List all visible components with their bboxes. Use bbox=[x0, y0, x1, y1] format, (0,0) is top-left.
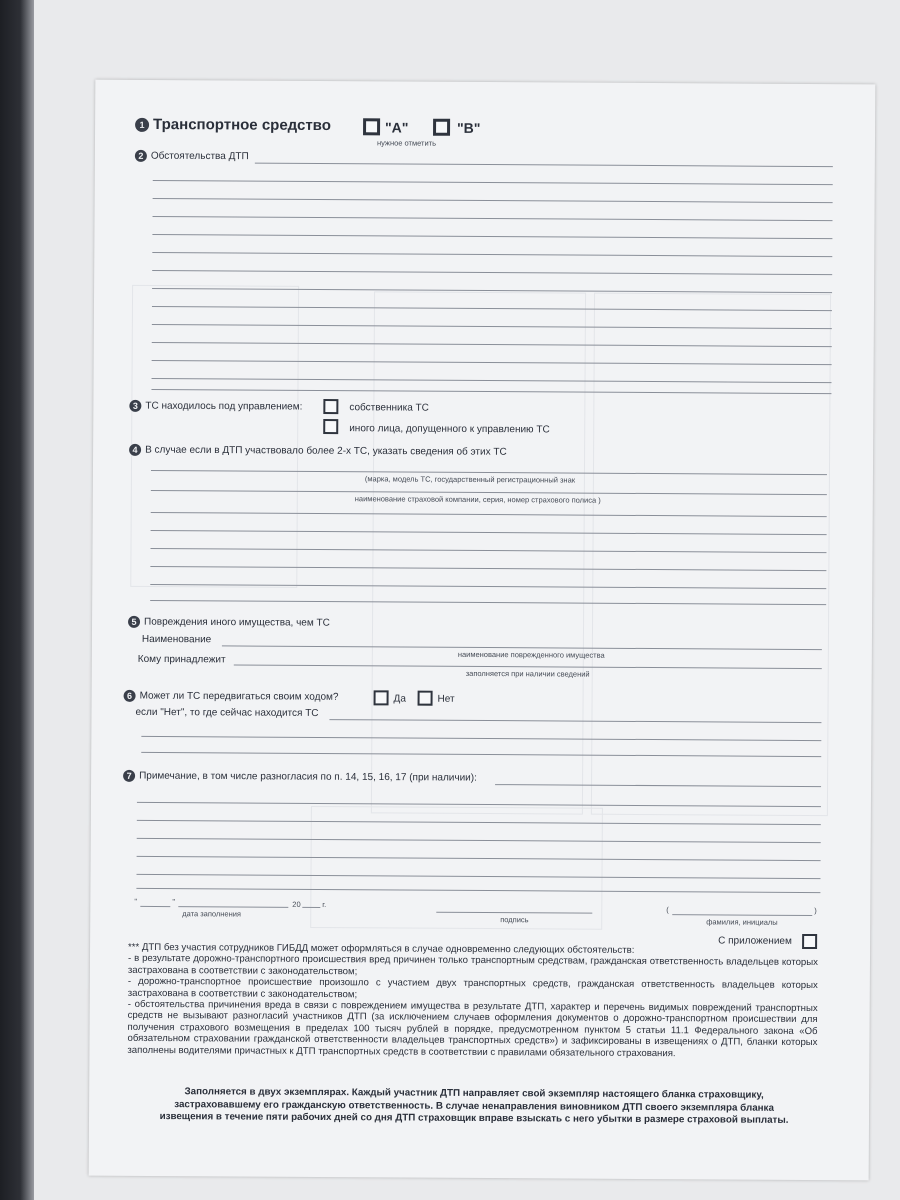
section-4-heading bbox=[129, 444, 507, 458]
date-year-field[interactable] bbox=[302, 907, 320, 908]
name-close-paren: ) bbox=[814, 906, 817, 916]
footnote-block bbox=[127, 942, 818, 1060]
signature-caption: подпись bbox=[500, 915, 529, 925]
section-2-title: Обстоятельства ДТП bbox=[150, 150, 249, 163]
bleed-through-shape bbox=[371, 291, 586, 814]
name-open-paren: ( bbox=[666, 905, 669, 915]
section-6-heading bbox=[124, 690, 339, 703]
circumstances-line[interactable] bbox=[153, 216, 833, 221]
section-7-heading bbox=[123, 770, 477, 784]
section-number: 7 bbox=[123, 770, 135, 782]
date-month-field[interactable] bbox=[178, 906, 288, 908]
date-close-quote: " bbox=[172, 897, 176, 907]
background-shadow bbox=[0, 0, 34, 1200]
can-drive-no-checkbox[interactable] bbox=[418, 691, 433, 706]
section-3-title: ТС находилось под управлением: bbox=[145, 400, 303, 413]
property-name-caption: наименование поврежденного имущества bbox=[457, 649, 605, 660]
year-prefix: 20 bbox=[292, 899, 301, 909]
circumstances-line[interactable] bbox=[153, 198, 833, 203]
name-caption: фамилия, инициалы bbox=[706, 917, 778, 927]
vehicle-a-label: "А" bbox=[385, 119, 409, 136]
section-7-title: Примечание, в том числе разногласия по п. 14, 15, 16, 17 (при наличии): bbox=[139, 770, 477, 784]
circumstances-line[interactable] bbox=[153, 180, 833, 185]
section-5-heading bbox=[128, 616, 330, 629]
year-suffix: г. bbox=[322, 900, 327, 910]
section-6-title: Может ли ТС передвигаться своим ходом? bbox=[139, 690, 339, 703]
insurer-caption: наименование страховой компании, серия, номер страхового полиса ) bbox=[354, 494, 601, 505]
footnote-item: - дорожно-транспортное происшествие произошло с участием двух транспортных средств, гражданская ответственность владельцев которых застрахована в соответствии с законодательством; bbox=[127, 976, 818, 1000]
section-1-heading bbox=[135, 116, 331, 134]
footnote-intro: *** ДТП без участия сотрудников ГИБДД может оформляться в случае одновременно следующих обстоятельств: bbox=[128, 941, 635, 956]
section-number: 1 bbox=[135, 118, 149, 132]
vehicle-b-checkbox[interactable] bbox=[433, 119, 450, 136]
section-2-heading bbox=[135, 150, 249, 163]
vehicle-location-label: если "Нет", то где сейчас находится ТС bbox=[135, 706, 319, 720]
property-name-label: Наименование bbox=[141, 633, 212, 646]
circumstances-line-1[interactable] bbox=[255, 163, 833, 168]
footnote-item: - обстоятельства причинения вреда в связи с повреждением имущества в результате ДТП, характер и перечень видимых повреждений транспортных средств не вызывают разногласий участников ДТП (за исключением случаев оформления документов о дорожно-транспортном происшествии для получения страхового возмещения в пределах 100 тысяч рублей в порядке, предусмотренном пунктом 5 статьи 11.1 Федерального закона «Об обязательном страховании гражданской ответственности владельцев транспортных средств») и зафиксированы в извещениях о ДТП, бланки которых заполнены водителями причастных к ДТП транспортных средств в соответствии с правилами обязательного страхования. bbox=[127, 998, 818, 1059]
can-drive-yes-label: Да bbox=[393, 693, 406, 705]
insurance-form-page bbox=[89, 80, 876, 1181]
owner-checkbox[interactable] bbox=[323, 399, 338, 414]
vehicle-caption: (марка, модель ТС, государственный регистрационный знак bbox=[364, 474, 576, 485]
circumstances-line[interactable] bbox=[152, 270, 832, 275]
section-5-title: Повреждения иного имущества, чем ТС bbox=[144, 616, 330, 629]
vehicle-a-checkbox[interactable] bbox=[363, 118, 380, 135]
section-number: 5 bbox=[128, 616, 140, 628]
property-owner-caption: заполняется при наличии сведений bbox=[465, 668, 590, 679]
section-3-heading bbox=[129, 400, 302, 413]
date-day-field[interactable] bbox=[140, 906, 170, 907]
property-owner-label: Кому принадлежит bbox=[137, 653, 226, 666]
final-instructions: Заполняется в двух экземплярах. Каждый участник ДТП направляет свой экземпляр настоящего бланка страховщику, застраховавшему его гражданскую ответственность. В случае ненаправления виновником ДТП своего экземпляра бланка извещения в течение пяти рабочих дней со дня ДТП страховщик вправе взыскать с него убытки в размере страховой выплаты. bbox=[159, 1086, 789, 1126]
date-caption: дата заполнения bbox=[182, 909, 242, 919]
attachment-label: С приложением bbox=[718, 935, 792, 947]
section-number: 3 bbox=[129, 400, 141, 412]
can-drive-yes-checkbox[interactable] bbox=[374, 690, 389, 705]
owner-label: собственника ТС bbox=[349, 402, 429, 414]
other-driver-label: иного лица, допущенного к управлению ТС bbox=[349, 423, 550, 436]
circumstances-line[interactable] bbox=[152, 234, 832, 239]
name-field[interactable] bbox=[672, 914, 812, 916]
circumstances-line[interactable] bbox=[152, 252, 832, 257]
vehicle-b-label: "В" bbox=[457, 119, 481, 136]
section-4-title: В случае если в ДТП участвовало более 2-х ТС, указать сведения об этих ТС bbox=[145, 444, 507, 458]
section-1-title: Транспортное средство bbox=[153, 115, 331, 135]
bleed-through-shape bbox=[591, 293, 831, 816]
can-drive-no-label: Нет bbox=[437, 693, 455, 705]
date-open-quote: " bbox=[134, 896, 138, 906]
mark-needed-hint: нужное отметить bbox=[376, 138, 437, 148]
section-number: 2 bbox=[135, 150, 147, 162]
other-driver-checkbox[interactable] bbox=[323, 419, 338, 434]
section-number: 6 bbox=[124, 690, 136, 702]
footnote-item: - в результате дорожно-транспортного происшествия вред причинен только транспортным средствам, гражданская ответственность владельцев которых застрахована в соответствии с законодательством; bbox=[127, 953, 819, 978]
bleed-through-shape bbox=[130, 285, 299, 588]
section-number: 4 bbox=[129, 444, 141, 456]
